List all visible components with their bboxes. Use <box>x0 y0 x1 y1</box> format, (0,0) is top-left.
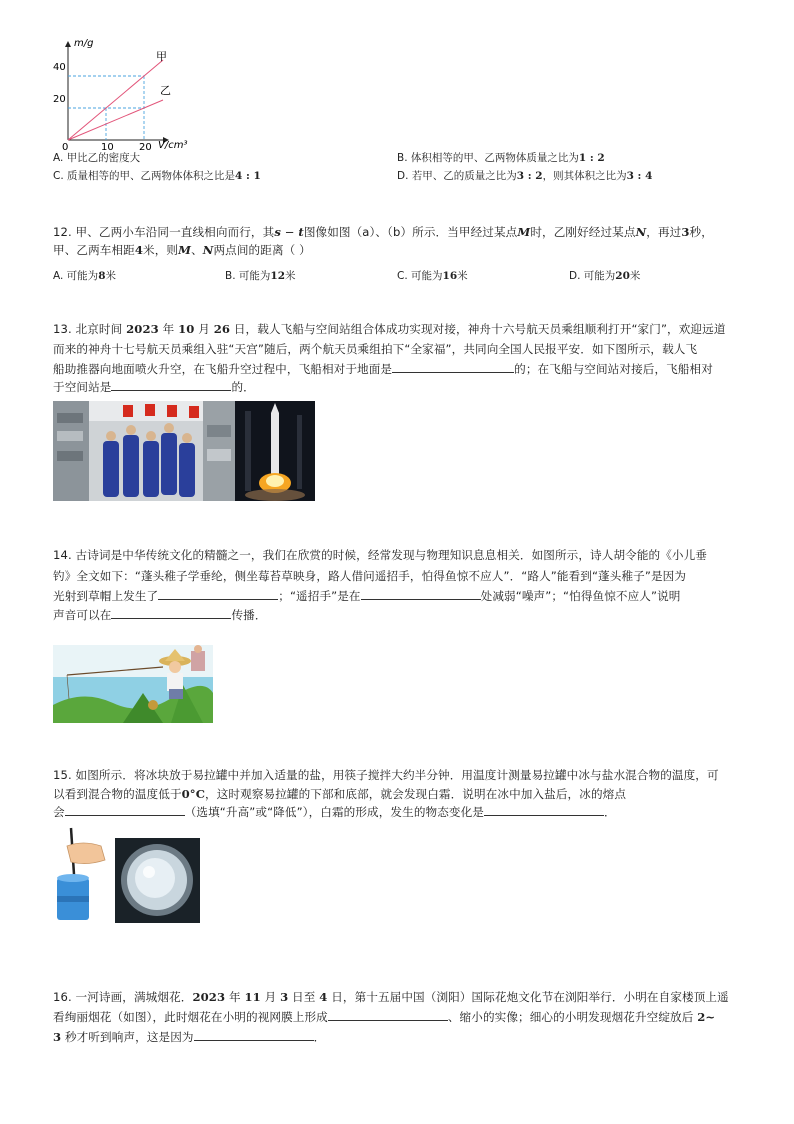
q16-stem-line1: 16. 一河诗画，满城烟花．2023 年 11 月 3 日至 4 日，第十五届中国（浏阳）国际花炮文化节在浏阳举行．小明在自家楼顶上遥 <box>53 990 729 1004</box>
q11-option-a[interactable]: A. 甲比乙的密度大 <box>53 152 141 164</box>
answer-blank[interactable] <box>158 587 278 600</box>
can-stirring-illustration <box>53 826 109 922</box>
q12-stem-line2: 甲、乙两车相距4米，则M、N两点间的距离（ ） <box>53 243 311 257</box>
answer-blank[interactable] <box>111 606 231 619</box>
astronaut-group-photo <box>53 401 235 501</box>
x-tick-label: 10 <box>101 142 114 152</box>
series-line <box>68 60 163 140</box>
q14-stem-line4: 声音可以在 传播． <box>53 608 267 622</box>
q13-stem-line1: 13. 北京时间 2023 年 10 月 26 日，载人飞船与空间站组合体成功实现对接，神舟十六号航天员乘组顺利打开“家门”，欢迎远道 <box>53 322 726 336</box>
mass-volume-graph <box>50 30 200 152</box>
frost-can-photo <box>115 838 200 923</box>
x-axis-label: V/cm³ <box>158 140 188 151</box>
rocket-launch-photo <box>235 401 315 501</box>
q12-option-c[interactable]: C. 可能为16米 <box>397 270 468 282</box>
q14-stem-line1: 14. 古诗词是中华传统文化的精髓之一，我们在欣赏的时候，经常发现与物理知识息息相关．如图所示，诗人胡令能的《小儿垂 <box>53 548 707 562</box>
q15-stem-line1: 15. 如图所示．将冰块放于易拉罐中并加入适量的盐，用筷子搅拌大约半分钟．用温度计测量易拉罐中冰与盐水混合物的温度，可 <box>53 768 719 782</box>
q12-stem-line1: 12. 甲、乙两小车沿同一直线相向而行，其s − t图像如图（a）、（b）所示．当甲经过某点M时，乙刚好经过某点N，再过3秒， <box>53 225 713 239</box>
q14-stem-line3: 光射到草帽上发生了 ；“遥招手”是在 处减弱“噪声”；“怕得鱼惊不应人”说明 <box>53 589 681 603</box>
q14-stem-line2: 钓》全文如下：“蓬头稚子学垂纶，侧坐莓苔草映身，路人借问遥招手，怕得鱼惊不应人”．“路人”能看到“蓬头稚子”是因为 <box>53 569 687 583</box>
q15-stem-line3: 会 （选填“升高”或“降低”），白霜的形成，发生的物态变化是 ． <box>53 805 616 819</box>
answer-blank[interactable] <box>65 803 185 816</box>
q11-option-b[interactable]: B. 体积相等的甲、乙两物体质量之比为1 : 2 <box>397 152 605 164</box>
series-label-jia: 甲 <box>156 50 167 63</box>
q11-option-c[interactable]: C. 质量相等的甲、乙两物体体积之比是4 : 1 <box>53 170 261 182</box>
answer-blank[interactable] <box>328 1008 448 1021</box>
y-tick-label: 20 <box>53 94 66 105</box>
q16-stem-line3: 3 秒才听到响声，这是因为 ． <box>53 1030 326 1044</box>
q16-stem-line2: 看绚丽烟花（如图），此时烟花在小明的视网膜上形成 、缩小的实像；细心的小明发现烟花升空绽放后 2~ <box>53 1010 716 1024</box>
q12-option-a[interactable]: A. 可能为8米 <box>53 270 116 282</box>
y-tick-label: 40 <box>53 62 66 73</box>
answer-blank[interactable] <box>111 378 231 391</box>
y-axis-label: m/g <box>74 38 94 49</box>
series-label-yi: 乙 <box>160 84 171 97</box>
q11-option-d[interactable]: D. 若甲、乙的质量之比为3 : 2，则其体积之比为3 : 4 <box>397 170 653 182</box>
child-fishing-illustration <box>53 645 213 723</box>
q12-option-d[interactable]: D. 可能为20米 <box>569 270 641 282</box>
series-line <box>68 100 163 140</box>
q13-stem-line2: 而来的神舟十七号航天员乘组入驻“天宫”随后，两个航天员乘组拍下“全家福”，共同向全国人民报平安．如下图所示，载人飞 <box>53 342 698 356</box>
graph-series <box>68 60 163 140</box>
answer-blank[interactable] <box>484 803 604 816</box>
q12-option-b[interactable]: B. 可能为12米 <box>225 270 296 282</box>
q13-stem-line4: 于空间站是 的． <box>53 380 255 394</box>
answer-blank[interactable] <box>392 360 514 373</box>
q15-stem-line2: 以看到混合物的温度低于0°C，这时观察易拉罐的下部和底部，就会发现白霜．说明在冰中加入盐后，冰的熔点 <box>53 787 627 801</box>
origin-label: 0 <box>62 142 69 152</box>
x-tick-label: 20 <box>139 142 152 152</box>
q13-stem-line3: 船助推器向地面喷火升空，在飞船升空过程中，飞船相对于地面是 的；在飞船与空间站对接后，飞船相对 <box>53 362 713 376</box>
answer-blank[interactable] <box>194 1028 314 1041</box>
answer-blank[interactable] <box>361 587 481 600</box>
